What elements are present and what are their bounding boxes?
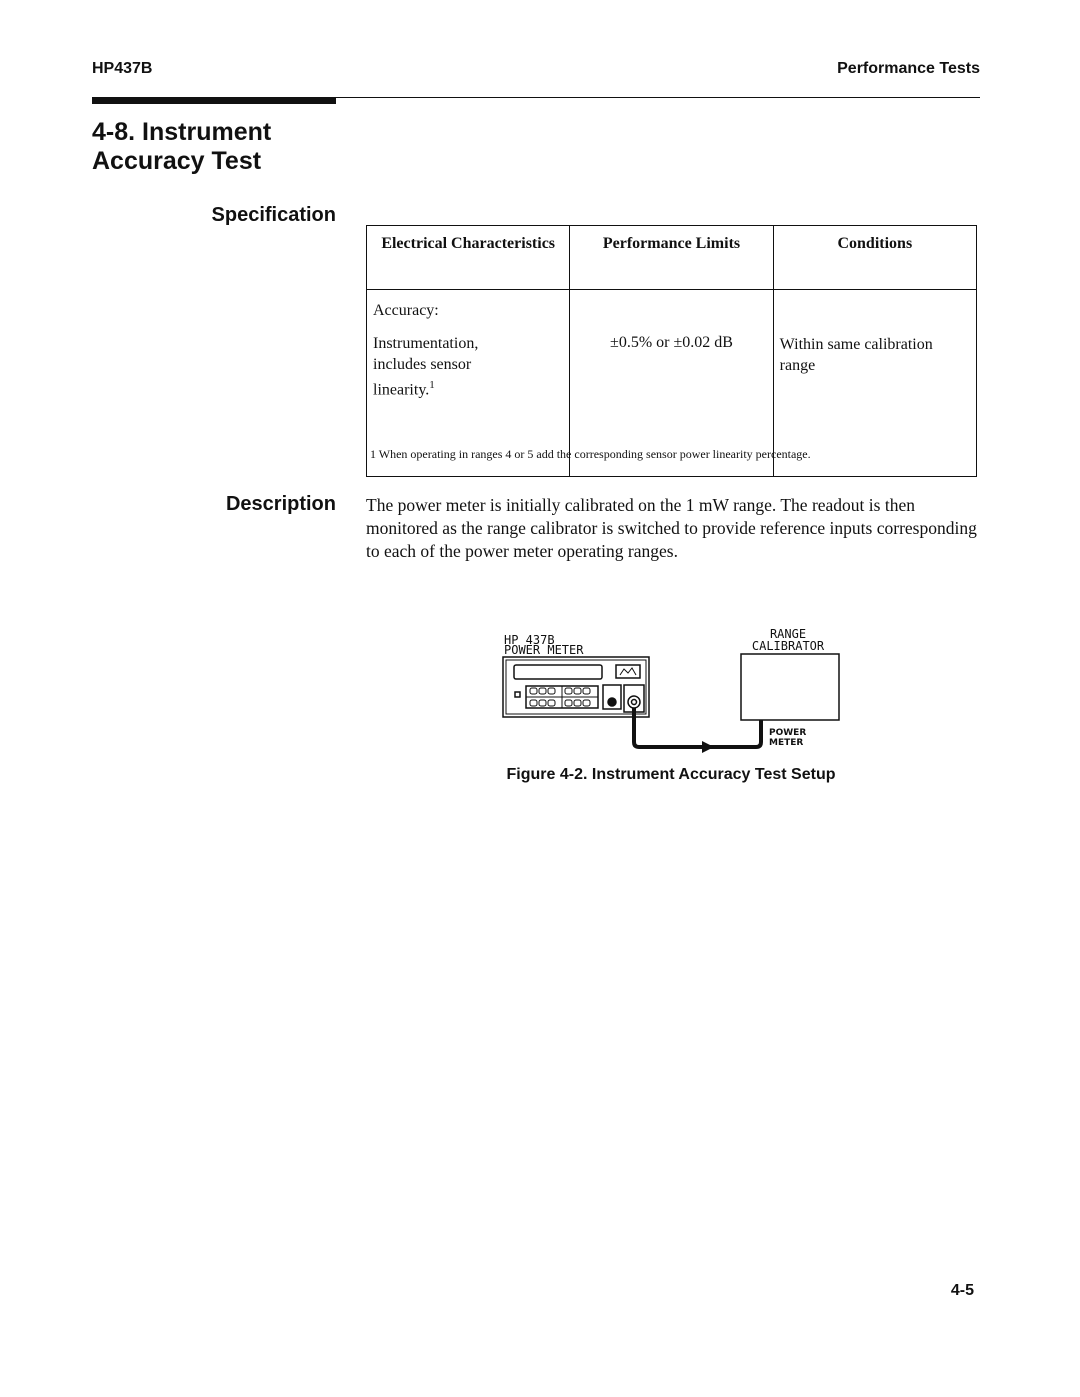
- sensor-cable: [634, 708, 761, 753]
- cell-text: linearity.: [373, 381, 430, 399]
- specification-heading: Specification: [211, 204, 336, 226]
- calibrator-label-2: CALIBRATOR: [751, 639, 825, 653]
- meter-label-2: POWER METER: [504, 643, 584, 657]
- section-number: 4-8.: [92, 118, 136, 146]
- description-heading: Description: [225, 493, 336, 515]
- cell-line: Accuracy:: [373, 302, 439, 319]
- calibrator-label-1: RANGE: [769, 627, 807, 641]
- header-model: HP437B: [92, 60, 153, 77]
- cell-line: range: [779, 357, 816, 374]
- cell-line: includes sensor: [373, 356, 472, 373]
- column-header-conditions: Conditions: [773, 226, 976, 290]
- column-header-limits: Performance Limits: [570, 226, 773, 290]
- footnote-marker: 1: [429, 379, 435, 391]
- column-header-characteristics: Electrical Characteristics: [367, 226, 570, 290]
- specification-table: [366, 225, 977, 477]
- table-footnote: 1 When operating in ranges 4 or 5 add the corresponding sensor power linearity percentage.: [370, 447, 811, 461]
- page-number: 4-5: [950, 1282, 974, 1299]
- range-calibrator-illustration: [741, 654, 839, 720]
- port-label-2: METER: [769, 738, 804, 748]
- test-setup-diagram: [490, 623, 850, 753]
- header-rule-bar: [92, 97, 336, 104]
- section-title: [92, 118, 352, 176]
- cell-line: [373, 375, 563, 400]
- description-text: The power meter is initially calibrated on the 1 mW range. The readout is then monitored as the range calibrator is switched to provide reference inputs corresponding to each of the power meter operating ranges.: [366, 495, 977, 561]
- figure-caption: Figure 4-2. Instrument Accuracy Test Setup: [506, 766, 836, 783]
- cell-line: ±0.5% or ±0.02 dB: [610, 334, 733, 351]
- header-chapter: Performance Tests: [837, 60, 980, 77]
- section-title-line1: Instrument: [142, 118, 272, 146]
- section-title-line2: Accuracy Test: [92, 147, 262, 175]
- cell-line: Within same calibration: [779, 336, 933, 353]
- meter-label-1: HP 437B: [504, 633, 555, 647]
- cell-line: Instrumentation,: [373, 335, 479, 352]
- port-label-1: POWER: [769, 728, 807, 738]
- table-header-row: [367, 226, 977, 290]
- power-meter-illustration: [503, 657, 649, 717]
